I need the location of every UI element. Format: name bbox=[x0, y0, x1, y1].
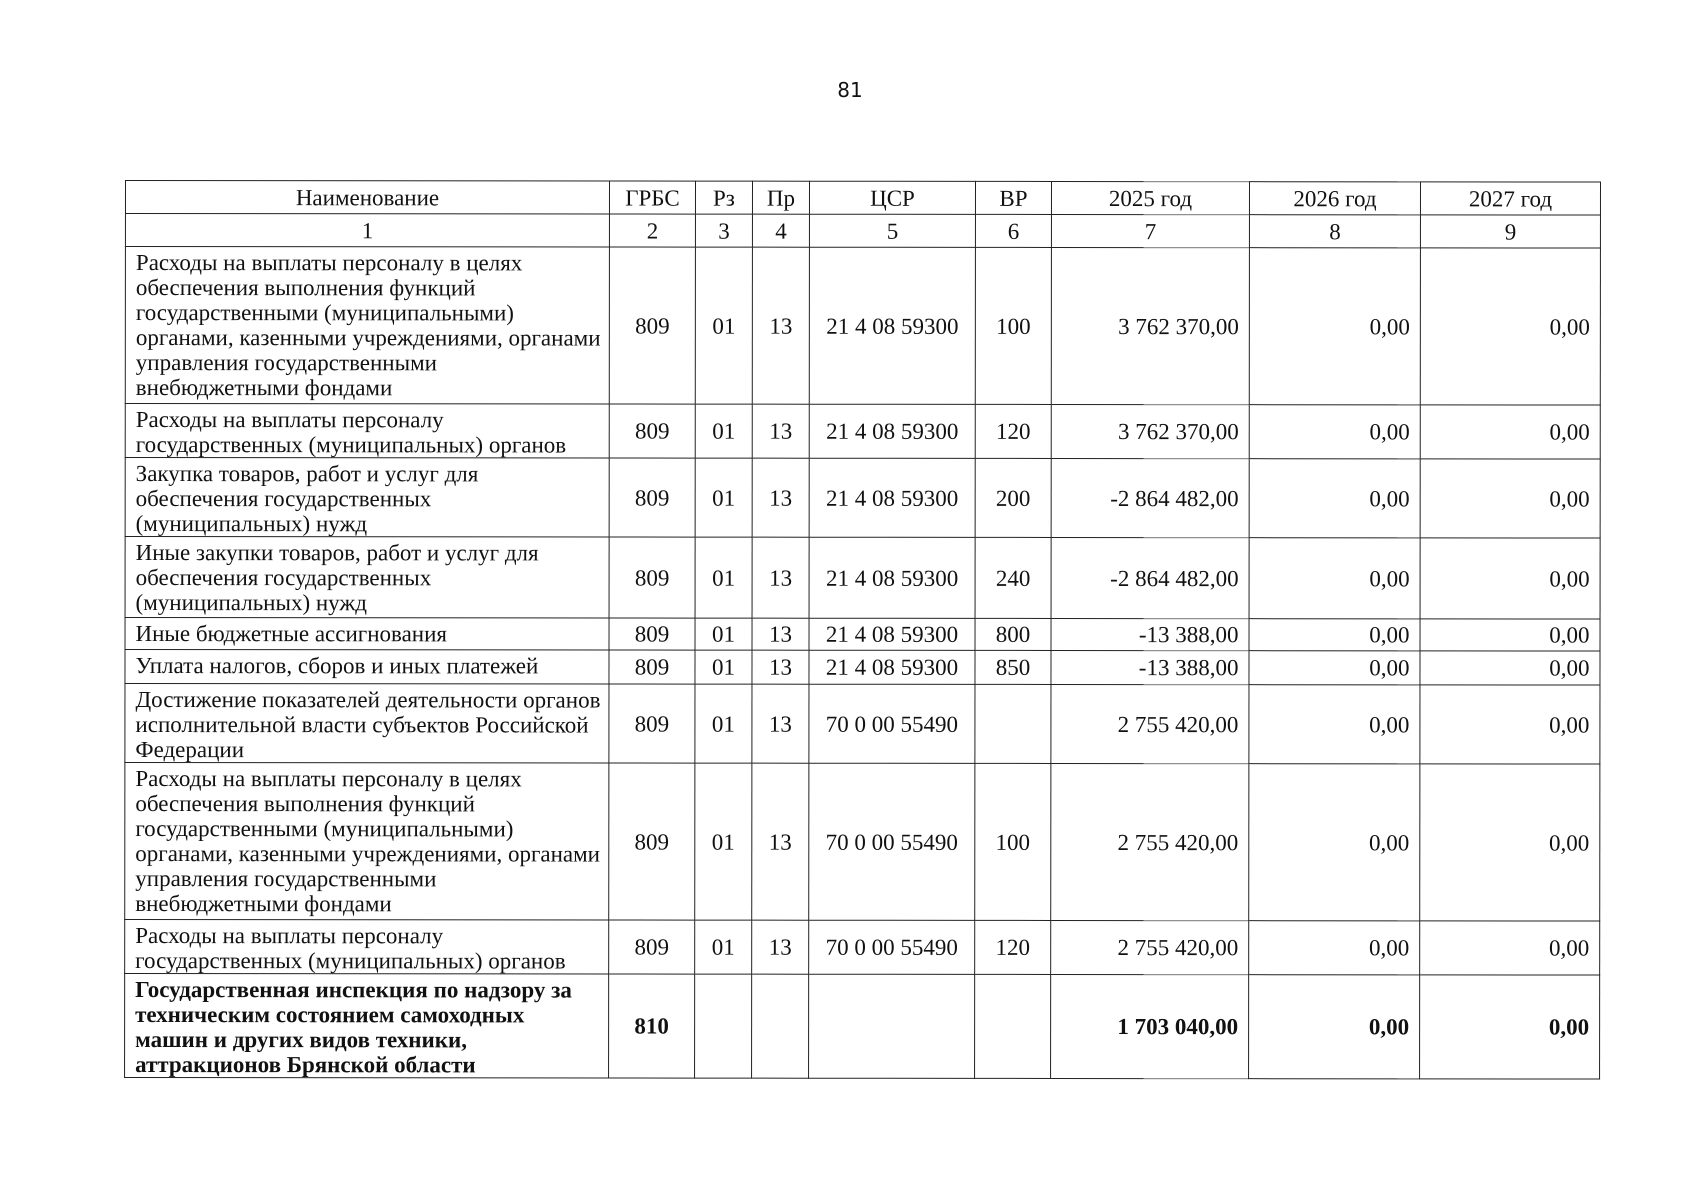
column-index-row bbox=[125, 214, 1600, 249]
table-row bbox=[125, 458, 1600, 539]
row-2026: 0,00 bbox=[1249, 405, 1420, 459]
row-rz: 01 bbox=[695, 684, 752, 763]
header-rz: Рз bbox=[695, 181, 752, 214]
row-pr: 13 bbox=[752, 650, 809, 684]
row-csr: 21 4 08 59300 bbox=[809, 458, 975, 537]
row-2025: 1 703 040,00 bbox=[1051, 974, 1249, 1078]
row-grbs: 809 bbox=[609, 247, 695, 404]
column-index: 9 bbox=[1420, 215, 1600, 248]
table-row bbox=[125, 650, 1600, 686]
row-rz: 01 bbox=[695, 920, 752, 974]
row-2027: 0,00 bbox=[1420, 921, 1600, 975]
row-pr: 13 bbox=[752, 618, 809, 650]
row-2027: 0,00 bbox=[1420, 685, 1600, 764]
row-rz: 01 bbox=[695, 618, 752, 650]
column-index: 2 bbox=[609, 214, 695, 247]
row-vr: 100 bbox=[975, 247, 1051, 404]
row-2026: 0,00 bbox=[1249, 975, 1420, 1079]
row-2026: 0,00 bbox=[1249, 651, 1420, 685]
row-csr: 21 4 08 59300 bbox=[809, 404, 975, 458]
row-2025: 2 755 420,00 bbox=[1051, 684, 1249, 763]
row-2027: 0,00 bbox=[1420, 975, 1600, 1079]
header-name: Наименование bbox=[125, 181, 609, 215]
header-csr: ЦСР bbox=[809, 181, 975, 214]
column-index: 5 bbox=[809, 214, 975, 247]
row-2026: 0,00 bbox=[1249, 921, 1420, 975]
row-2026: 0,00 bbox=[1249, 764, 1420, 921]
budget-table bbox=[124, 180, 1601, 1080]
row-2025: 3 762 370,00 bbox=[1051, 404, 1249, 458]
row-2025: -13 388,00 bbox=[1051, 618, 1249, 650]
header-grbs: ГРБС bbox=[609, 181, 695, 214]
row-vr bbox=[975, 684, 1051, 763]
row-2026: 0,00 bbox=[1249, 248, 1420, 405]
row-csr: 21 4 08 59300 bbox=[809, 537, 975, 618]
row-2026: 0,00 bbox=[1249, 619, 1420, 651]
row-vr: 120 bbox=[975, 920, 1051, 974]
row-name: Расходы на выплаты персоналу в целях обеспечения выполнения функций государственными (муниципальными) органами, казенными учреждениями, органами управления государственными внебюджетными фондами bbox=[125, 763, 609, 921]
row-grbs: 809 bbox=[609, 650, 695, 684]
column-index: 8 bbox=[1249, 215, 1420, 248]
row-csr: 21 4 08 59300 bbox=[809, 650, 975, 684]
table-row bbox=[125, 684, 1600, 765]
row-pr: 13 bbox=[752, 404, 809, 458]
column-index: 6 bbox=[975, 214, 1051, 247]
row-csr bbox=[809, 974, 975, 1078]
row-rz: 01 bbox=[695, 404, 752, 458]
row-vr: 800 bbox=[975, 618, 1051, 650]
row-grbs: 809 bbox=[609, 618, 695, 650]
row-name: Закупка товаров, работ и услуг для обеспечения государственных (муниципальных) нужд bbox=[125, 458, 609, 538]
row-2025: -13 388,00 bbox=[1051, 650, 1249, 684]
header-vr: ВР bbox=[975, 181, 1051, 214]
header-row bbox=[125, 181, 1600, 216]
row-2025: -2 864 482,00 bbox=[1051, 537, 1249, 618]
row-2026: 0,00 bbox=[1249, 459, 1420, 538]
row-grbs: 810 bbox=[609, 974, 695, 1078]
row-2027: 0,00 bbox=[1420, 764, 1600, 921]
header-2026: 2026 год bbox=[1249, 182, 1420, 215]
table-row bbox=[125, 763, 1600, 922]
row-grbs: 809 bbox=[609, 537, 695, 618]
table-row bbox=[125, 404, 1600, 460]
row-csr: 70 0 00 55490 bbox=[809, 763, 975, 920]
row-2027: 0,00 bbox=[1420, 405, 1600, 459]
row-vr: 850 bbox=[975, 650, 1051, 684]
row-grbs: 809 bbox=[609, 763, 695, 920]
row-pr bbox=[752, 974, 809, 1078]
row-pr: 13 bbox=[752, 920, 809, 974]
row-rz bbox=[695, 974, 752, 1078]
row-grbs: 809 bbox=[609, 458, 695, 537]
row-name: Расходы на выплаты персоналу государственных (муниципальных) органов bbox=[125, 404, 609, 459]
row-csr: 70 0 00 55490 bbox=[809, 684, 975, 763]
row-vr: 200 bbox=[975, 458, 1051, 537]
row-name: Уплата налогов, сборов и иных платежей bbox=[125, 650, 609, 685]
row-vr bbox=[975, 974, 1051, 1078]
row-rz: 01 bbox=[695, 247, 752, 404]
row-name: Достижение показателей деятельности органов исполнительной власти субъектов Российской Федерации bbox=[125, 684, 609, 764]
row-2026: 0,00 bbox=[1249, 685, 1420, 764]
row-pr: 13 bbox=[752, 247, 809, 404]
row-rz: 01 bbox=[695, 458, 752, 537]
table-row-total bbox=[125, 974, 1600, 1080]
row-vr: 240 bbox=[975, 537, 1051, 618]
row-csr: 21 4 08 59300 bbox=[809, 247, 975, 404]
row-name: Иные закупки товаров, работ и услуг для обеспечения государственных (муниципальных) нужд bbox=[125, 537, 609, 619]
table-row bbox=[125, 920, 1600, 976]
row-name: Иные бюджетные ассигнования bbox=[125, 618, 609, 651]
row-csr: 70 0 00 55490 bbox=[809, 920, 975, 974]
row-rz: 01 bbox=[695, 650, 752, 684]
table-row bbox=[125, 537, 1600, 620]
row-grbs: 809 bbox=[609, 684, 695, 763]
row-vr: 100 bbox=[975, 763, 1051, 920]
row-2026: 0,00 bbox=[1249, 538, 1420, 619]
column-index: 3 bbox=[695, 214, 752, 247]
page-number: 81 bbox=[837, 78, 863, 102]
row-2027: 0,00 bbox=[1420, 248, 1600, 405]
row-2025: 2 755 420,00 bbox=[1051, 920, 1249, 974]
row-pr: 13 bbox=[752, 763, 809, 920]
header-2025: 2025 год bbox=[1051, 181, 1249, 214]
row-2025: 2 755 420,00 bbox=[1051, 763, 1249, 920]
row-2027: 0,00 bbox=[1420, 538, 1600, 619]
row-name: Государственная инспекция по надзору за техническим состоянием самоходных машин и других видов техники, аттракционов Брянской области bbox=[125, 974, 609, 1079]
header-pr: Пр bbox=[752, 181, 809, 214]
row-pr: 13 bbox=[752, 458, 809, 537]
row-pr: 13 bbox=[752, 537, 809, 618]
row-rz: 01 bbox=[695, 763, 752, 920]
row-csr: 21 4 08 59300 bbox=[809, 618, 975, 650]
table-row bbox=[125, 618, 1600, 652]
row-grbs: 809 bbox=[609, 920, 695, 974]
header-2027: 2027 год bbox=[1420, 182, 1600, 215]
row-2025: -2 864 482,00 bbox=[1051, 458, 1249, 537]
row-name: Расходы на выплаты персоналу государственных (муниципальных) органов bbox=[125, 920, 609, 975]
row-2027: 0,00 bbox=[1420, 651, 1600, 685]
column-index: 1 bbox=[125, 214, 609, 248]
row-vr: 120 bbox=[975, 404, 1051, 458]
column-index: 7 bbox=[1051, 214, 1249, 247]
table-row bbox=[125, 247, 1600, 406]
row-name: Расходы на выплаты персоналу в целях обеспечения выполнения функций государственными (муниципальными) органами, казенными учреждениями, органами управления государственными внебюджетными фондами bbox=[125, 247, 609, 405]
row-2027: 0,00 bbox=[1420, 619, 1600, 651]
row-2027: 0,00 bbox=[1420, 459, 1600, 538]
column-index: 4 bbox=[752, 214, 809, 247]
row-rz: 01 bbox=[695, 537, 752, 618]
row-2025: 3 762 370,00 bbox=[1051, 247, 1249, 404]
row-grbs: 809 bbox=[609, 404, 695, 458]
row-pr: 13 bbox=[752, 684, 809, 763]
